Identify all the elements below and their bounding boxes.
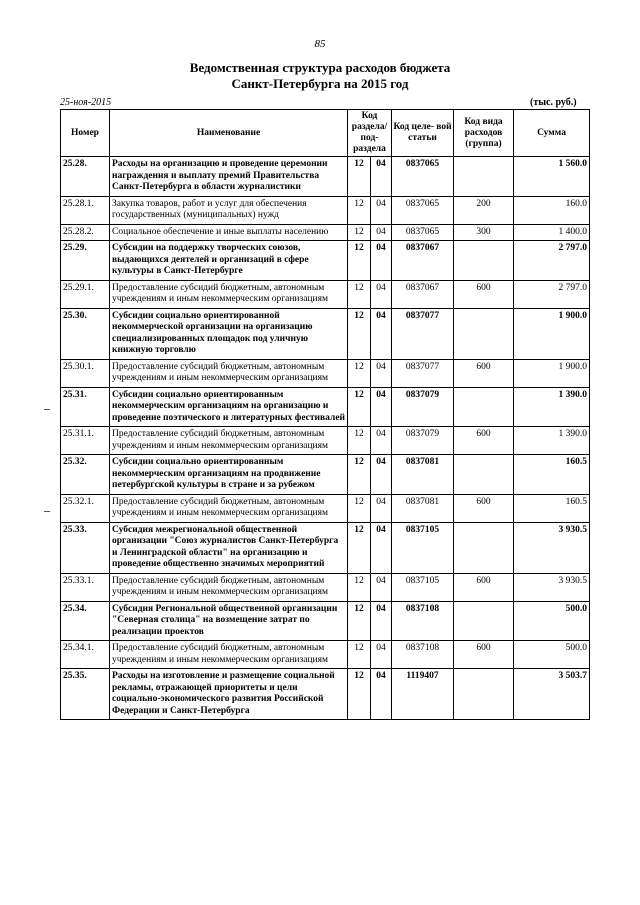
row-article-code: 0837105 (392, 522, 454, 573)
row-section-code: 12 (348, 280, 371, 308)
row-sum: 3 503.7 (514, 669, 590, 720)
header-section: Код раздела/ под- раздела (348, 110, 392, 157)
row-subsection-code: 04 (371, 280, 392, 308)
row-section-code: 12 (348, 241, 371, 281)
row-sum: 3 930.5 (514, 573, 590, 601)
row-sum: 160.5 (514, 494, 590, 522)
table-row (61, 387, 590, 427)
row-subsection-code: 04 (371, 308, 392, 359)
row-name: Предоставление субсидий бюджетным, автономным учреждениям и иным некоммерческим организациям (110, 280, 348, 308)
row-name: Субсидия Региональной общественной организации "Северная столица" на возмещение затрат по реализации проектов (110, 601, 348, 641)
table-row (61, 455, 590, 495)
row-number: 25.30.1. (61, 359, 110, 387)
title-line-1: Ведомственная структура расходов бюджета (189, 60, 451, 75)
row-section-code: 12 (348, 387, 371, 427)
row-expense-type (454, 241, 514, 281)
report-date: 25-ноя-2015 (60, 97, 112, 108)
row-expense-type: 600 (454, 641, 514, 669)
row-article-code: 0837077 (392, 359, 454, 387)
row-subsection-code: 04 (371, 494, 392, 522)
header-type: Код вида расходов (группа) (454, 110, 514, 157)
row-expense-type: 300 (454, 224, 514, 241)
row-number: 25.28.1. (61, 196, 110, 224)
row-expense-type: 600 (454, 573, 514, 601)
row-expense-type (454, 522, 514, 573)
row-name: Предоставление субсидий бюджетным, автономным учреждениям и иным некоммерческим организациям (110, 359, 348, 387)
table-row (61, 359, 590, 387)
row-article-code: 0837065 (392, 196, 454, 224)
row-sum: 1 400.0 (514, 224, 590, 241)
row-number: 25.31.1. (61, 427, 110, 455)
row-article-code: 0837108 (392, 601, 454, 641)
row-subsection-code: 04 (371, 157, 392, 197)
row-name: Предоставление субсидий бюджетным, автономным учреждениям и иным некоммерческим организациям (110, 494, 348, 522)
row-name: Субсидия межрегиональной общественной организации "Союз журналистов Санкт-Петербурга и Ленинградской области" на организацию и проведение общественно значимых мероприятий (110, 522, 348, 573)
row-subsection-code: 04 (371, 669, 392, 720)
header-sum: Сумма (514, 110, 590, 157)
row-article-code: 0837081 (392, 455, 454, 495)
row-number: 25.30. (61, 308, 110, 359)
row-section-code: 12 (348, 196, 371, 224)
row-name: Расходы на организацию и проведение церемонии награждения и выплату премий Правительства Санкт-Петербурга в области журналистики (110, 157, 348, 197)
document-title (0, 60, 640, 92)
row-number: 25.31. (61, 387, 110, 427)
row-subsection-code: 04 (371, 224, 392, 241)
row-section-code: 12 (348, 522, 371, 573)
table-row (61, 601, 590, 641)
table-body (61, 157, 590, 720)
row-expense-type (454, 157, 514, 197)
row-section-code: 12 (348, 359, 371, 387)
row-sum: 500.0 (514, 641, 590, 669)
row-number: 25.34. (61, 601, 110, 641)
row-name: Субсидии социально ориентированным некоммерческим организациям на продвижение петербургской культуры в стране и за рубежом (110, 455, 348, 495)
table-row (61, 573, 590, 601)
table-row (61, 224, 590, 241)
row-sum: 2 797.0 (514, 241, 590, 281)
table-row (61, 427, 590, 455)
row-number: 25.32.1. (61, 494, 110, 522)
row-number: 25.28.2. (61, 224, 110, 241)
row-number: 25.33.1. (61, 573, 110, 601)
row-article-code: 0837105 (392, 573, 454, 601)
row-sum: 160.5 (514, 455, 590, 495)
row-sum: 2 797.0 (514, 280, 590, 308)
row-section-code: 12 (348, 601, 371, 641)
scan-mark (44, 511, 50, 512)
row-sum: 1 900.0 (514, 308, 590, 359)
row-subsection-code: 04 (371, 601, 392, 641)
row-subsection-code: 04 (371, 522, 392, 573)
row-subsection-code: 04 (371, 359, 392, 387)
row-expense-type (454, 669, 514, 720)
row-name: Субсидии социально ориентированным некоммерческим организациям на организацию и проведение поэтического и литературных фестивалей (110, 387, 348, 427)
row-number: 25.29.1. (61, 280, 110, 308)
table-row (61, 669, 590, 720)
row-expense-type (454, 308, 514, 359)
row-sum: 1 390.0 (514, 427, 590, 455)
row-article-code: 0837108 (392, 641, 454, 669)
table-row (61, 241, 590, 281)
title-line-2: Санкт-Петербурга на 2015 год (231, 76, 409, 91)
row-number: 25.35. (61, 669, 110, 720)
row-subsection-code: 04 (371, 241, 392, 281)
row-number: 25.32. (61, 455, 110, 495)
row-number: 25.28. (61, 157, 110, 197)
table-row (61, 308, 590, 359)
row-name: Предоставление субсидий бюджетным, автономным учреждениям и иным некоммерческим организациям (110, 427, 348, 455)
row-subsection-code: 04 (371, 387, 392, 427)
row-subsection-code: 04 (371, 641, 392, 669)
row-article-code: 0837065 (392, 224, 454, 241)
row-article-code: 0837067 (392, 241, 454, 281)
header-number: Номер (61, 110, 110, 157)
row-expense-type: 200 (454, 196, 514, 224)
budget-table (60, 109, 590, 720)
table-row (61, 494, 590, 522)
row-name: Субсидии на поддержку творческих союзов, выдающихся деятелей и организаций в сфере культуры в Санкт-Петербурге (110, 241, 348, 281)
row-number: 25.34.1. (61, 641, 110, 669)
row-sum: 1 560.0 (514, 157, 590, 197)
row-expense-type: 600 (454, 359, 514, 387)
units-label: (тыс. руб.) (530, 97, 577, 108)
row-expense-type: 600 (454, 494, 514, 522)
row-section-code: 12 (348, 427, 371, 455)
row-number: 25.33. (61, 522, 110, 573)
row-section-code: 12 (348, 494, 371, 522)
row-name: Предоставление субсидий бюджетным, автономным учреждениям и иным некоммерческим организациям (110, 573, 348, 601)
row-section-code: 12 (348, 573, 371, 601)
row-article-code: 0837077 (392, 308, 454, 359)
row-article-code: 0837067 (392, 280, 454, 308)
row-subsection-code: 04 (371, 573, 392, 601)
row-expense-type: 600 (454, 280, 514, 308)
row-sum: 500.0 (514, 601, 590, 641)
row-subsection-code: 04 (371, 196, 392, 224)
row-name: Закупка товаров, работ и услуг для обеспечения государственных (муниципальных) нужд (110, 196, 348, 224)
row-sum: 1 900.0 (514, 359, 590, 387)
row-section-code: 12 (348, 224, 371, 241)
row-section-code: 12 (348, 157, 371, 197)
row-name: Расходы на изготовление и размещение социальной рекламы, отражающей приоритеты и цели социально-экономического развития Российской Федерации и Санкт-Петербурга (110, 669, 348, 720)
row-expense-type (454, 601, 514, 641)
row-sum: 160.0 (514, 196, 590, 224)
row-expense-type (454, 455, 514, 495)
table-row (61, 280, 590, 308)
row-sum: 1 390.0 (514, 387, 590, 427)
row-section-code: 12 (348, 308, 371, 359)
row-name: Предоставление субсидий бюджетным, автономным учреждениям и иным некоммерческим организациям (110, 641, 348, 669)
table-row (61, 196, 590, 224)
row-sum: 3 930.5 (514, 522, 590, 573)
scan-mark (44, 409, 50, 410)
row-section-code: 12 (348, 641, 371, 669)
row-article-code: 0837079 (392, 387, 454, 427)
table-row (61, 522, 590, 573)
row-subsection-code: 04 (371, 427, 392, 455)
table-row (61, 157, 590, 197)
row-section-code: 12 (348, 669, 371, 720)
row-article-code: 0837079 (392, 427, 454, 455)
row-expense-type: 600 (454, 427, 514, 455)
row-name: Социальное обеспечение и иные выплаты населению (110, 224, 348, 241)
header-name: Наименование (110, 110, 348, 157)
row-article-code: 1119407 (392, 669, 454, 720)
table-row (61, 641, 590, 669)
table-header-row (61, 110, 590, 157)
row-number: 25.29. (61, 241, 110, 281)
row-article-code: 0837081 (392, 494, 454, 522)
header-article: Код целе- вой статьи (392, 110, 454, 157)
row-subsection-code: 04 (371, 455, 392, 495)
page-number: 85 (314, 38, 326, 50)
row-section-code: 12 (348, 455, 371, 495)
row-expense-type (454, 387, 514, 427)
row-article-code: 0837065 (392, 157, 454, 197)
row-name: Субсидии социально ориентированной некоммерческой организации на организацию специализированных площадок под уличную книжную торговлю (110, 308, 348, 359)
